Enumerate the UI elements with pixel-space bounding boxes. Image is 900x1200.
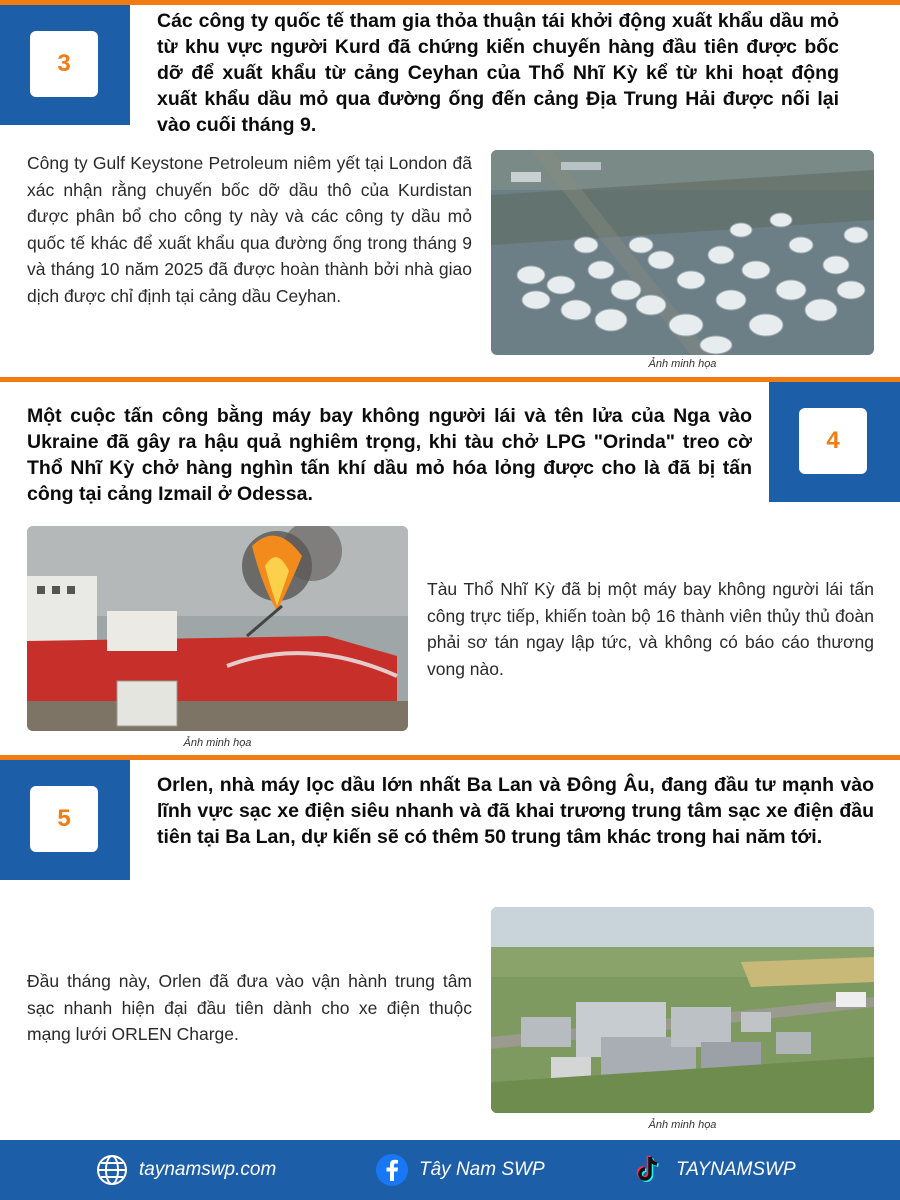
photo-caption: Ảnh minh họa	[183, 737, 252, 749]
section-divider	[0, 755, 900, 760]
section-number-box	[769, 382, 900, 502]
charging-hub-photo	[491, 907, 874, 1113]
tanker-fire-photo	[27, 526, 408, 731]
globe-icon	[95, 1153, 129, 1187]
section-number: 4	[799, 408, 867, 474]
footer	[0, 1140, 900, 1200]
photo-caption: Ảnh minh họa	[648, 358, 717, 370]
facebook-link[interactable]: Tây Nam SWP	[419, 1159, 545, 1180]
website-link[interactable]: taynamswp.com	[139, 1159, 277, 1180]
section-number: 3	[30, 31, 98, 97]
footer-tiktok[interactable]	[632, 1140, 796, 1200]
footer-facebook[interactable]	[375, 1140, 545, 1200]
section-body: Công ty Gulf Keystone Petroleum niêm yết tại London đã xác nhận rằng chuyến bốc dỡ dầu thô của Kurdistan được phân bổ cho công ty này và các công ty dầu mỏ quốc tế khác để xuất khẩu qua đường ống trong tháng 9 và tháng 10 năm 2025 đã được hoàn thành bởi nhà giao dịch được chỉ định tại cảng dầu Ceyhan.	[27, 153, 472, 306]
section-number-box	[0, 5, 130, 125]
section-body: Tàu Thổ Nhĩ Kỳ đã bị một máy bay không người lái tấn công trực tiếp, khiến toàn bộ 16 thành viên thủy thủ đoàn phải sơ tán ngay lập tức, và không có báo cáo thương vong nào.	[427, 579, 874, 679]
section-headline: Một cuộc tấn công bằng máy bay không người lái và tên lửa của Nga vào Ukraine đã gây ra hậu quả nghiêm trọng, khi tàu chở LPG "Orinda" treo cờ Thổ Nhĩ Kỳ chở hàng nghìn tấn khí dầu mỏ hóa lỏng được cho là đã bị tấn công tại cảng Izmail ở Odessa.	[27, 405, 752, 505]
section-headline: Orlen, nhà máy lọc dầu lớn nhất Ba Lan và Đông Âu, đang đầu tư mạnh vào lĩnh vực sạc xe điện siêu nhanh và đã khai trương trung tâm sạc xe điện đầu tiên tại Ba Lan, dự kiến sẽ có thêm 50 trung tâm khác trong hai năm tới.	[157, 774, 874, 848]
section-number: 5	[30, 786, 98, 852]
tiktok-icon	[632, 1153, 666, 1187]
section-divider	[0, 377, 900, 382]
section-body: Đầu tháng này, Orlen đã đưa vào vận hành trung tâm sạc nhanh hiện đại đầu tiên dành cho xe điện thuộc mạng lưới ORLEN Charge.	[27, 971, 472, 1044]
photo-caption: Ảnh minh họa	[648, 1119, 717, 1131]
footer-website[interactable]	[95, 1140, 276, 1200]
tiktok-link[interactable]: TAYNAMSWP	[676, 1159, 796, 1180]
section-number-box	[0, 760, 130, 880]
section-divider	[0, 0, 900, 5]
facebook-icon	[375, 1153, 409, 1187]
oil-terminal-photo	[491, 150, 874, 355]
section-headline: Các công ty quốc tế tham gia thỏa thuận tái khởi động xuất khẩu dầu mỏ từ khu vực người Kurd đã chứng kiến chuyến hàng đầu tiên được bốc dỡ để xuất khẩu từ cảng Ceyhan của Thổ Nhĩ Kỳ kể từ khi hoạt động xuất khẩu dầu mỏ qua đường ống đến cảng Địa Trung Hải được nối lại vào cuối tháng 9.	[157, 10, 839, 136]
